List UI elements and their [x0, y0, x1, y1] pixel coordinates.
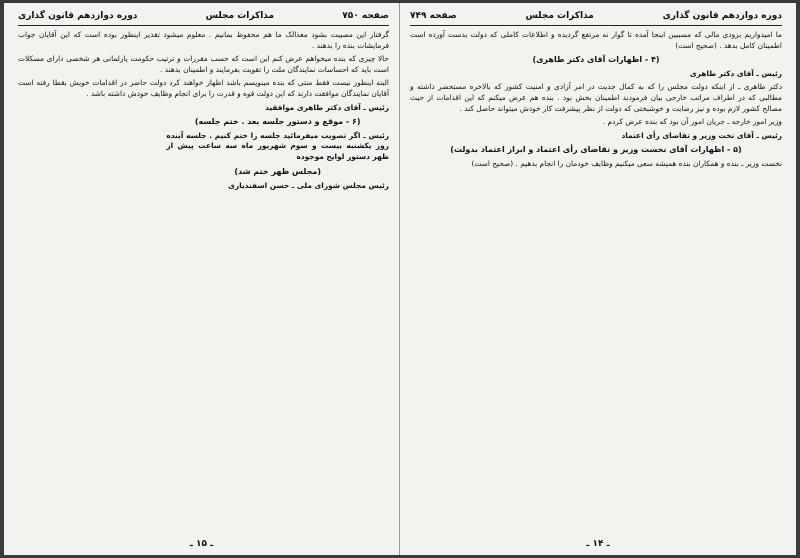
- left-header-page-number: صفحه ۷۵۰: [342, 11, 389, 21]
- left-paragraph-4: رئیس ـ آقای دکتر طاهری موافقید: [265, 102, 389, 112]
- left-page: [4, 3, 400, 555]
- right-paragraph-4: رئیس ـ آقای تخت وزیر و تقاضای رأی اعتماد: [621, 130, 782, 140]
- book-spread: [4, 3, 796, 555]
- left-header-session: دوره دوازدهم قانون گذاری: [18, 11, 138, 21]
- left-page-body: [18, 30, 389, 192]
- left-section-heading: (۶ - موقع و دستور جلسه بعد . ختم جلسه): [194, 117, 361, 127]
- right-page: [400, 3, 796, 555]
- right-intro: ما امیدواریم بزودی مالی که مسببین اینجا آمده تا گوار نه مرتفع گردیده و اطلاعات کاملی که دولت بدست آورده است اطمینان کامل بدهد . (صحیح است): [410, 30, 782, 50]
- left-paragraph-1: گرفتار این مصیبت بشود معذالک ما هم محفوظ بمانیم . معلوم میشود تقدیر اینطور بوده است که این آقایان جواب فرمایشات بنده را بدهند .: [18, 30, 389, 50]
- right-page-header: [410, 9, 782, 26]
- right-section-5-heading: (۵ - اظهارات آقای نخست وزیر و تقاضای رأی اعتماد و ابراز اعتماد بدولت): [450, 145, 742, 155]
- left-paragraph-2: حالا چیزی که بنده میخواهم عرض کنم این است که حسب مقررات و ترتیب حکومت پارلمانی هر شخصی دارای مسکلات است باید که احساسات نمایندگان ملت را تقویت بفرمایند و اطمینان بدهند .: [18, 54, 389, 74]
- right-paragraph-1: رئیس ـ آقای دکتر طاهری: [689, 68, 782, 78]
- left-page-footer: ـ ۱۵ ـ: [189, 539, 214, 549]
- right-header-session: دوره دوازدهم قانون گذاری: [662, 11, 782, 21]
- right-header-page-number: صفحه ۷۴۹: [410, 11, 457, 21]
- left-closing-note: (مجلس ظهر ختم شد): [234, 166, 321, 176]
- right-page-body: [410, 30, 782, 170]
- right-section-4-heading: (۴ - اظهارات آقای دکتر طاهری): [532, 55, 660, 65]
- right-header-title: مذاکرات مجلس: [525, 11, 594, 21]
- right-paragraph-3: وزیر امور خارجه ـ جریان امور آن بود که بنده عرض کردم .: [602, 117, 782, 127]
- left-adjourn-text: رئیس ـ اگر تصویب میفرمائید جلسه را ختم کنیم . جلسه آینده روز یکشنبه بیست و سوم شهریور ماه سه ساعت پیش از ظهر دستور لوایح موجوده: [166, 130, 389, 161]
- left-paragraph-3: البته اینطور نیست فقط منتی که بنده مینویسم باشد اظهار خواهند کرد دولت حاضر در اقدامات خویش بقطا رفته است آقایان نمایندگان موافقت دارند که این دولت قوه و قدرت را برای انجام وظایف خودش داشته باشد .: [18, 78, 389, 98]
- right-closing: نخست وزیر ـ بنده و همکاران بنده همیشه سعی میکنیم وظایف خودمان را انجام بدهیم . (صحیح است): [471, 158, 782, 168]
- left-signature: رئیس مجلس شورای ملی ـ حسن اسفندیاری: [228, 181, 389, 191]
- left-header-title: مذاکرات مجلس: [205, 11, 275, 21]
- right-paragraph-2: دکتر طاهری ـ از اینکه دولت مجلس را که به کمال جدیت در امر آزادی و امنیت کشور که بالاخره مستحضر داشته و مطالبی که در اطراف مراتب خارجی بیان فرمودند اطمینان بخش بود . بنده هم عرض میکنم که این اقدامات از حیث مصالح کشور لازم بوده و نیز رضایت و خوشبختی که دولت از نظر پیشرفت کار خودش میتواند حاصل کند .: [410, 82, 782, 113]
- left-page-header: [18, 9, 389, 26]
- right-page-footer: ـ ۱۴ ـ: [586, 539, 610, 549]
